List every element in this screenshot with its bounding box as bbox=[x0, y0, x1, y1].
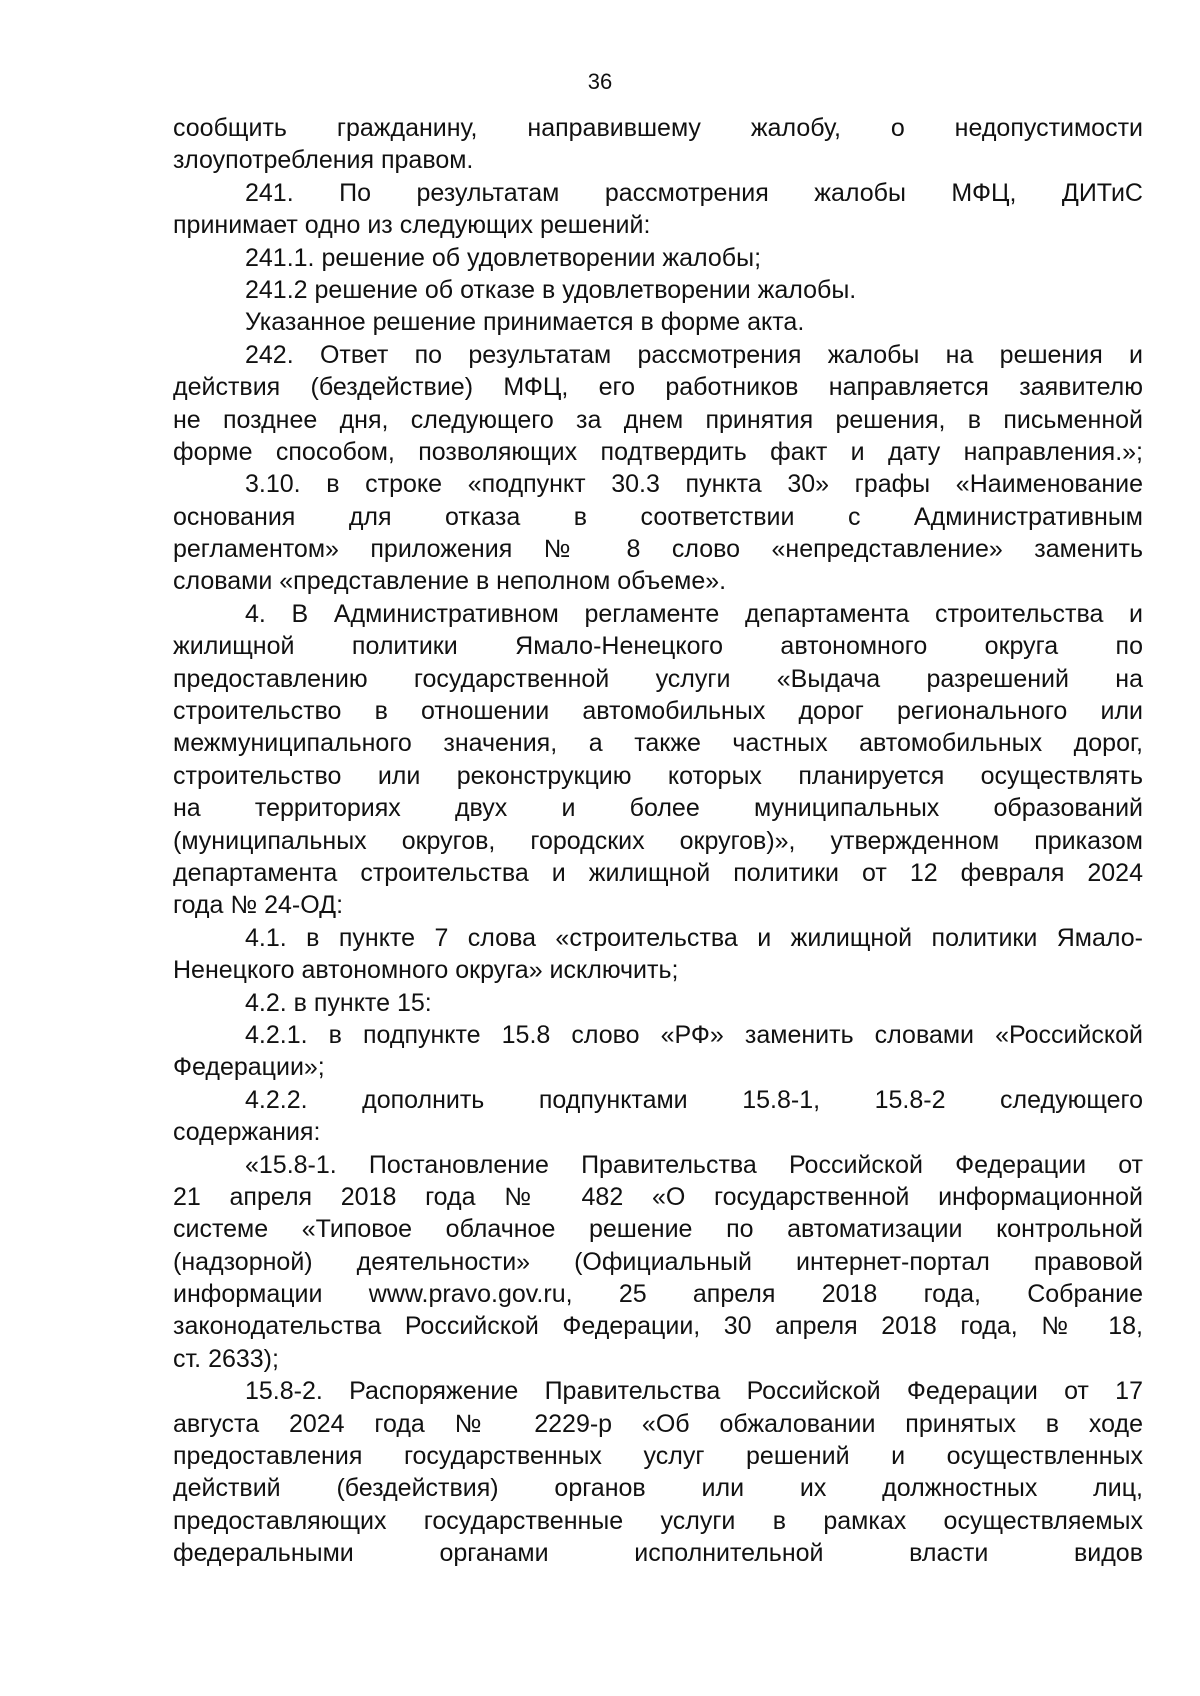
text-line: межмуниципального значения, а также частных автомобильных дорог, bbox=[173, 729, 1143, 758]
text-line: действия (бездействие) МФЦ, его работников направляется заявителю bbox=[173, 373, 1143, 402]
text-line: 4.2.1. в подпункте 15.8 слово «РФ» заменить словами «Российской bbox=[245, 1020, 1143, 1049]
page-number: 36 bbox=[587, 69, 613, 94]
text-line: системе «Типовое облачное решение по автоматизации контрольной bbox=[173, 1215, 1143, 1244]
text-line: ст. 2633); bbox=[173, 1344, 279, 1373]
text-line: содержания: bbox=[173, 1118, 321, 1147]
text-line: информации www.pravo.gov.ru, 25 апреля 2018 года, Собрание bbox=[173, 1280, 1143, 1309]
text-line: предоставления государственных услуг решений и осуществленных bbox=[173, 1442, 1143, 1471]
text-line: законодательства Российской Федерации, 30 апреля 2018 года, № 18, bbox=[173, 1312, 1143, 1341]
text-line: 4.2. в пункте 15: bbox=[245, 988, 432, 1017]
document-body bbox=[173, 112, 1143, 1570]
text-line: года № 24-ОД: bbox=[173, 891, 344, 920]
text-line: 4.1. в пункте 7 слова «строительства и жилищной политики Ямало- bbox=[245, 923, 1143, 952]
text-line: строительство в отношении автомобильных дорог регионального или bbox=[173, 697, 1143, 726]
text-line: августа 2024 года № 2229-р «Об обжаловании принятых в ходе bbox=[173, 1409, 1143, 1438]
text-line: злоупотребления правом. bbox=[173, 146, 474, 175]
text-line: (муниципальных округов, городских округов)», утвержденном приказом bbox=[173, 826, 1143, 855]
text-line: Ненецкого автономного округа» исключить; bbox=[173, 956, 679, 985]
text-line: словами «представление в неполном объеме». bbox=[173, 567, 727, 596]
text-line: 242. Ответ по результатам рассмотрения жалобы на решения и bbox=[245, 340, 1143, 369]
text-line: 3.10. в строке «подпункт 30.3 пункта 30» графы «Наименование bbox=[245, 470, 1143, 499]
text-line: 4. В Административном регламенте департамента строительства и bbox=[245, 599, 1143, 628]
text-line: на территориях двух и более муниципальных образований bbox=[173, 794, 1143, 823]
text-line: «15.8-1. Постановление Правительства Российской Федерации от bbox=[245, 1150, 1143, 1179]
text-line: регламентом» приложения № 8 слово «непредставление» заменить bbox=[173, 535, 1143, 564]
text-line: Указанное решение принимается в форме акта. bbox=[245, 308, 805, 337]
text-line: строительство или реконструкцию которых планируется осуществлять bbox=[173, 761, 1143, 790]
text-line: форме способом, позволяющих подтвердить факт и дату направления.»; bbox=[173, 437, 1143, 466]
text-line: предоставляющих государственные услуги в рамках осуществляемых bbox=[173, 1506, 1143, 1535]
text-line: 241. По результатам рассмотрения жалобы МФЦ, ДИТиС bbox=[245, 178, 1143, 207]
text-line: сообщить гражданину, направившему жалобу, о недопустимости bbox=[173, 114, 1143, 142]
text-line: предоставлению государственной услуги «Выдача разрешений на bbox=[173, 664, 1143, 693]
text-line: 15.8-2. Распоряжение Правительства Российской Федерации от 17 bbox=[245, 1377, 1143, 1406]
text-line: не позднее дня, следующего за днем принятия решения, в письменной bbox=[173, 405, 1143, 434]
text-line: принимает одно из следующих решений: bbox=[173, 211, 651, 240]
text-line: 241.1. решение об удовлетворении жалобы; bbox=[245, 243, 762, 272]
text-line: жилищной политики Ямало-Ненецкого автономного округа по bbox=[173, 632, 1143, 661]
text-line: действий (бездействия) органов или их должностных лиц, bbox=[173, 1474, 1143, 1503]
text-line: 21 апреля 2018 года № 482 «О государственной информационной bbox=[173, 1182, 1143, 1211]
text-line: (надзорной) деятельности» (Официальный интернет-портал правовой bbox=[173, 1247, 1143, 1276]
text-line: основания для отказа в соответствии с Административным bbox=[173, 502, 1143, 531]
text-line: департамента строительства и жилищной политики от 12 февраля 2024 bbox=[173, 858, 1143, 887]
text-line: 4.2.2. дополнить подпунктами 15.8-1, 15.8-2 следующего bbox=[245, 1085, 1143, 1114]
text-line: Федерации»; bbox=[173, 1053, 325, 1082]
text-line: 241.2 решение об отказе в удовлетворении жалобы. bbox=[245, 275, 857, 304]
text-line: федеральными органами исполнительной власти видов bbox=[173, 1539, 1143, 1568]
